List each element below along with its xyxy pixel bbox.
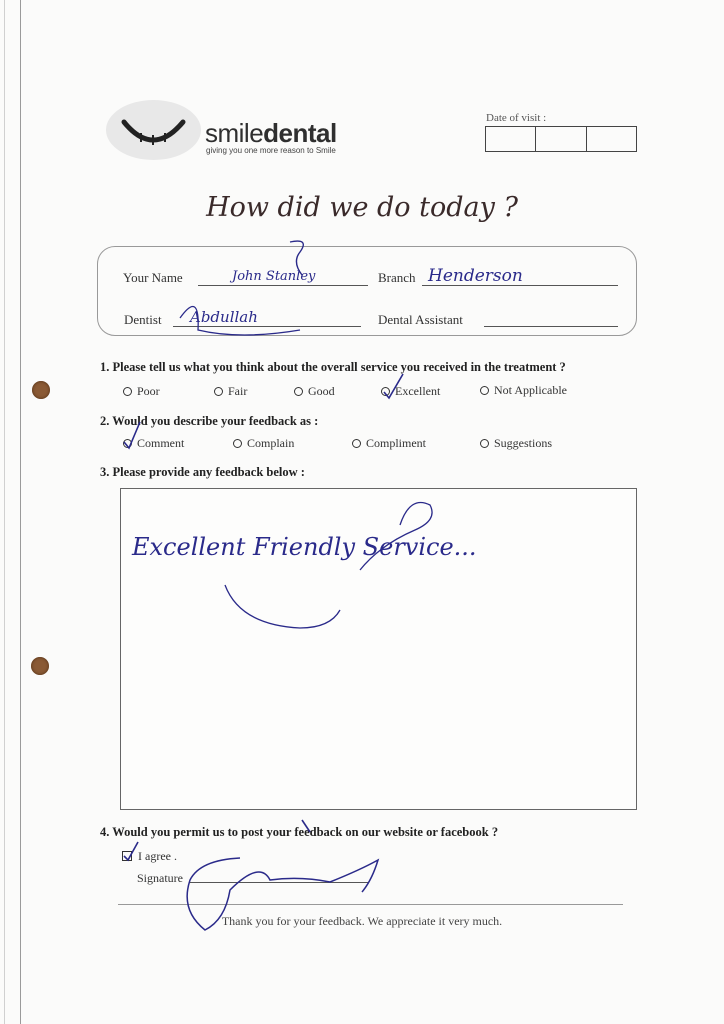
radio-circle-icon bbox=[294, 387, 303, 396]
dental-assistant-field[interactable] bbox=[484, 326, 618, 327]
radio-circle-icon bbox=[352, 439, 361, 448]
feedback-textarea[interactable] bbox=[120, 488, 637, 810]
question-2-text: 2. Would you describe your feedback as : bbox=[100, 414, 319, 428]
radio-circle-icon bbox=[123, 387, 132, 396]
q1-option-excellent[interactable]: Excellent bbox=[381, 384, 440, 399]
personal-info-box bbox=[97, 246, 637, 336]
date-year-box[interactable] bbox=[587, 127, 636, 151]
q1-option-good[interactable]: Good bbox=[294, 384, 335, 399]
thank-you-note: Thank you for your feedback. We appreciate it very much. bbox=[221, 914, 503, 928]
your-name-label: Your Name bbox=[123, 270, 183, 285]
handwritten-dentist: Abdullah bbox=[190, 308, 258, 326]
radio-circle-icon bbox=[381, 387, 390, 396]
question-4-text: 4. Would you permit us to post your feedback on our website or facebook ? bbox=[100, 825, 499, 839]
radio-circle-icon bbox=[214, 387, 223, 396]
agree-checkbox[interactable]: I agree . bbox=[122, 849, 177, 864]
signature-field[interactable] bbox=[190, 882, 368, 883]
q2-option-comment[interactable]: Comment bbox=[123, 436, 184, 451]
q2-option-complain[interactable]: Complain bbox=[233, 436, 294, 451]
dentist-label: Dentist bbox=[124, 312, 162, 327]
handwritten-branch: Henderson bbox=[428, 266, 523, 286]
form-title: How did we do today ? bbox=[206, 192, 518, 223]
punch-hole-top bbox=[32, 381, 50, 399]
binder-margin-line bbox=[20, 0, 21, 1024]
page-edge-line bbox=[4, 0, 5, 1024]
q2-option-compliment[interactable]: Compliment bbox=[352, 436, 426, 451]
q1-option-poor[interactable]: Poor bbox=[123, 384, 160, 399]
question-1-text: 1. Please tell us what you think about the overall service you received in the treatment ? bbox=[100, 360, 566, 374]
q1-option-not-applicable[interactable]: Not Applicable bbox=[480, 383, 567, 398]
radio-circle-icon bbox=[480, 386, 489, 395]
radio-circle-icon bbox=[233, 439, 242, 448]
divider bbox=[118, 904, 623, 905]
dentist-field[interactable] bbox=[173, 326, 361, 327]
date-month-box[interactable] bbox=[536, 127, 586, 151]
radio-circle-icon bbox=[480, 439, 489, 448]
branch-field[interactable] bbox=[422, 285, 618, 286]
brand-name: smiledental bbox=[205, 118, 337, 148]
signature-label: Signature bbox=[137, 871, 183, 885]
punch-hole-bottom bbox=[31, 657, 49, 675]
brand-tagline: giving you one more reason to Smile bbox=[206, 146, 336, 155]
branch-label: Branch bbox=[378, 270, 416, 285]
q1-option-fair[interactable]: Fair bbox=[214, 384, 247, 399]
handwritten-name: John Stanley bbox=[232, 269, 316, 284]
q2-option-suggestions[interactable]: Suggestions bbox=[480, 436, 552, 451]
handwritten-feedback: Excellent Friendly Service... bbox=[132, 533, 477, 561]
radio-circle-icon bbox=[123, 439, 132, 448]
smile-icon bbox=[106, 100, 201, 160]
question-3-text: 3. Please provide any feedback below : bbox=[100, 465, 305, 479]
checkbox-icon bbox=[122, 851, 132, 861]
date-of-visit-boxes[interactable] bbox=[485, 126, 637, 152]
date-day-box[interactable] bbox=[486, 127, 536, 151]
smile-logo bbox=[106, 100, 201, 160]
dental-assistant-label: Dental Assistant bbox=[378, 312, 463, 327]
your-name-field[interactable] bbox=[198, 285, 368, 286]
date-of-visit-label: Date of visit : bbox=[486, 112, 547, 124]
